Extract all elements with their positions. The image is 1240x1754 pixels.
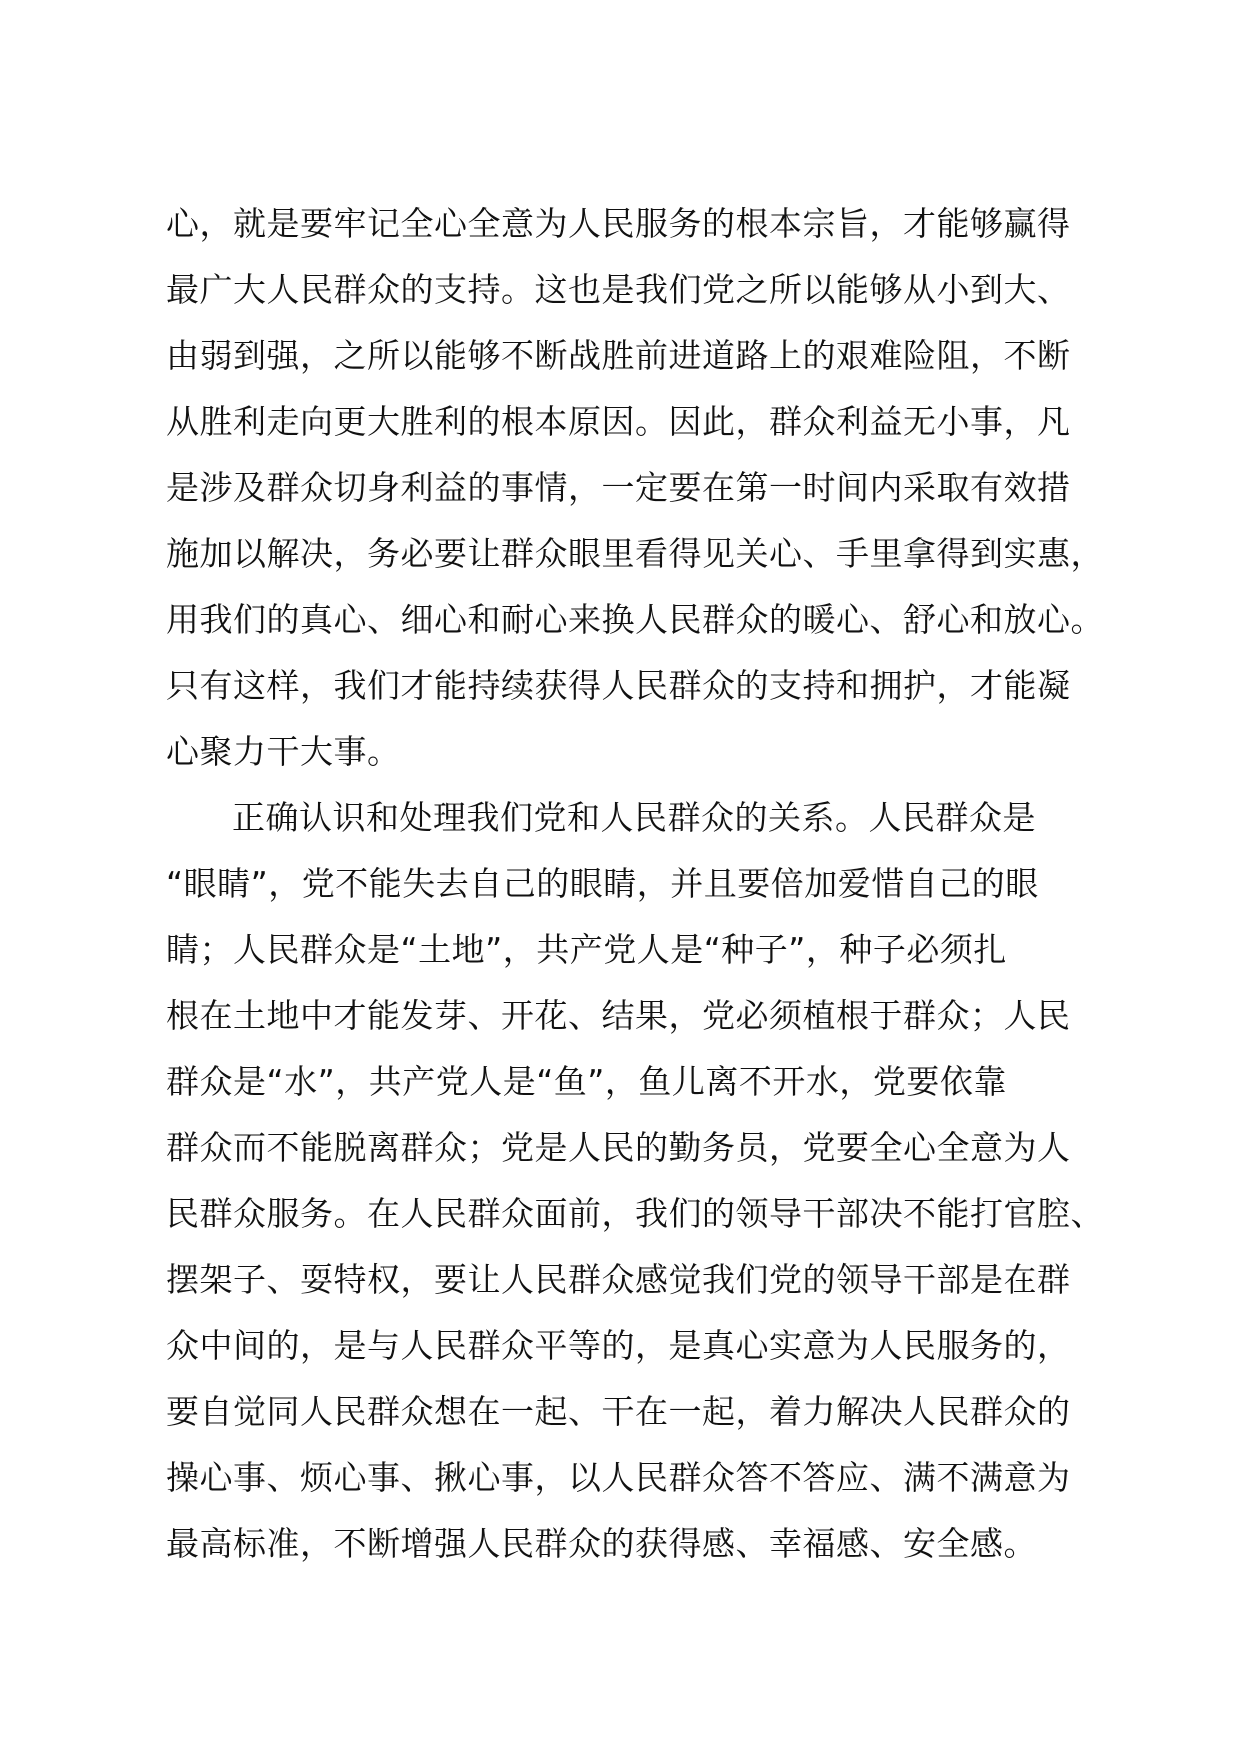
body-text-line: 心聚力干大事。 bbox=[166, 732, 401, 771]
body-text-line: 群众是“水”，共产党人是“鱼”，鱼儿离不开水，党要依靠 bbox=[166, 1062, 1007, 1101]
body-text-line: 根在土地中才能发芽、开花、结果，党必须植根于群众；人民 bbox=[166, 996, 1071, 1035]
body-text-line: 摆架子、耍特权，要让人民群众感觉我们党的领导干部是在群 bbox=[166, 1260, 1071, 1299]
body-text-line: 众中间的，是与人民群众平等的，是真心实意为人民服务的， bbox=[166, 1326, 1071, 1365]
paragraph-first-line: 正确认识和处理我们党和人民群众的关系。人民群众是 bbox=[232, 798, 1036, 837]
body-text-line: 群众而不能脱离群众；党是人民的勤务员，党要全心全意为人 bbox=[166, 1128, 1071, 1167]
body-text-line: 要自觉同人民群众想在一起、干在一起，着力解决人民群众的 bbox=[166, 1392, 1071, 1431]
body-text-line: 是涉及群众切身利益的事情，一定要在第一时间内采取有效措 bbox=[166, 468, 1071, 507]
body-text-line: 施加以解决，务必要让群众眼里看得见关心、手里拿得到实惠， bbox=[166, 534, 1104, 573]
body-text-line: 睛；人民群众是“土地”，共产党人是“种子”，种子必须扎 bbox=[166, 930, 1007, 969]
body-text-line: 由弱到强，之所以能够不断战胜前进道路上的艰难险阻，不断 bbox=[166, 336, 1071, 375]
body-text-line: 最高标准，不断增强人民群众的获得感、幸福感、安全感。 bbox=[166, 1524, 1037, 1563]
body-text-line: 操心事、烦心事、揪心事，以人民群众答不答应、满不满意为 bbox=[166, 1458, 1071, 1497]
body-text-line: 民群众服务。在人民群众面前，我们的领导干部决不能打官腔、 bbox=[166, 1194, 1104, 1233]
body-text-line: 用我们的真心、细心和耐心来换人民群众的暖心、舒心和放心。 bbox=[166, 600, 1104, 639]
body-text-line: 从胜利走向更大胜利的根本原因。因此，群众利益无小事，凡 bbox=[166, 402, 1071, 441]
body-text-line: 心，就是要牢记全心全意为人民服务的根本宗旨，才能够赢得 bbox=[166, 204, 1071, 243]
body-text-line: “眼睛”，党不能失去自己的眼睛，并且要倍加爱惜自己的眼 bbox=[166, 864, 1039, 903]
body-text-line: 最广大人民群众的支持。这也是我们党之所以能够从小到大、 bbox=[166, 270, 1071, 309]
body-text-line: 只有这样，我们才能持续获得人民群众的支持和拥护，才能凝 bbox=[166, 666, 1071, 705]
